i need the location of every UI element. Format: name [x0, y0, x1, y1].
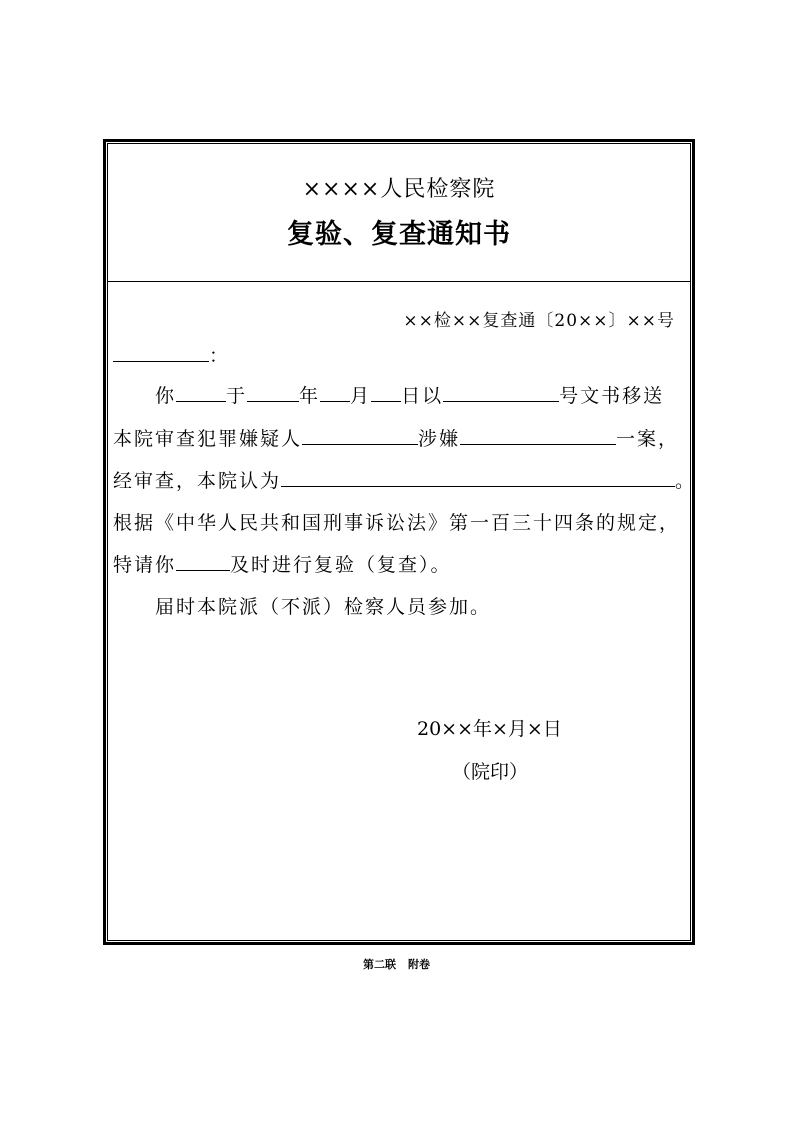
footer — [0, 956, 793, 972]
text-period: 。 — [675, 470, 697, 492]
text-day-by: 日以 — [401, 385, 444, 407]
text-at: 于 — [226, 385, 248, 407]
addressee-blank[interactable] — [113, 342, 209, 362]
text-reexamine: 及时进行复验（复查）。 — [230, 554, 452, 576]
document-border-inner — [107, 143, 691, 941]
text-suspect: 本院审查犯罪嫌疑人 — [113, 428, 303, 450]
body-line-3 — [113, 466, 696, 493]
blank-unit[interactable] — [176, 382, 226, 402]
document-title: 复验、复查通知书 — [287, 219, 511, 250]
body-line-2 — [113, 424, 679, 451]
text-you: 你 — [155, 385, 177, 407]
footer-copy-type: 附卷 — [408, 958, 430, 971]
text-case: 一案， — [616, 428, 680, 450]
body-line-1 — [155, 381, 664, 408]
document-number: ××检××复查通〔20××〕××号 — [403, 311, 675, 331]
blank-day[interactable] — [371, 382, 401, 402]
text-month: 月 — [350, 385, 372, 407]
blank-opinion[interactable] — [281, 467, 675, 487]
blank-year[interactable] — [247, 382, 299, 402]
blank-recipient[interactable] — [176, 551, 230, 571]
footer-copy-number: 第二联 — [363, 958, 396, 971]
addressee-colon: ： — [209, 345, 231, 367]
body-line-5 — [113, 550, 452, 577]
header-divider — [108, 281, 690, 282]
court-seal-label: （院印） — [452, 761, 529, 783]
text-review: 经审查，本院认为 — [113, 470, 282, 492]
blank-month[interactable] — [320, 382, 350, 402]
blank-document-number[interactable] — [443, 382, 559, 402]
blank-charge[interactable] — [460, 425, 616, 445]
text-request: 特请你 — [113, 554, 177, 576]
addressee-line — [113, 341, 230, 368]
blank-suspect-name[interactable] — [302, 425, 418, 445]
organization-name: ××××人民检察院 — [302, 177, 496, 202]
signature-date: 20××年×月×日 — [417, 718, 562, 740]
body-line-6: 届时本院派（不派）检察人员参加。 — [155, 596, 492, 618]
text-transfer: 号文书移送 — [559, 385, 665, 407]
text-year: 年 — [299, 385, 321, 407]
body-line-4: 根据《中华人民共和国刑事诉讼法》第一百三十四条的规定， — [113, 512, 681, 534]
text-suspected-of: 涉嫌 — [418, 428, 461, 450]
